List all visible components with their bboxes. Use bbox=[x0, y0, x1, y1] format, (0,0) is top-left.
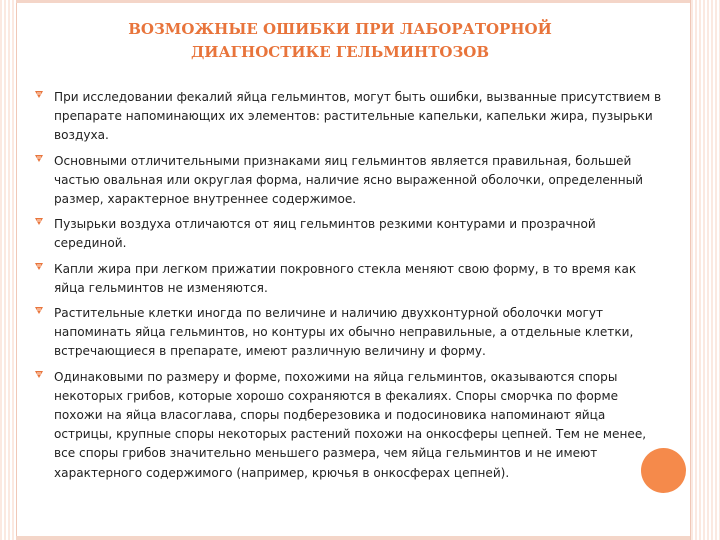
bottom-border bbox=[16, 536, 690, 540]
bullet-marker-icon bbox=[35, 371, 43, 378]
slide-title bbox=[40, 18, 640, 64]
bullet-item bbox=[32, 152, 664, 210]
bullet-item bbox=[32, 304, 664, 362]
slide-title-line-1: ВОЗМОЖНЫЕ ОШИБКИ ПРИ ЛАБОРАТОРНОЙ bbox=[128, 20, 552, 38]
bullet-marker-icon bbox=[35, 263, 43, 270]
decorative-circle bbox=[641, 448, 686, 493]
bullet-text: Одинаковыми по размеру и форме, похожими на яйца гельминтов, оказываются споры некоторых грибов, которые хорошо сохраняются в фекалиях. Споры сморчка по форме похожи на яйца власоглава, споры подберезовика и подосиновика напоминают яйца острицы, крупные споры некоторых растений похожи на онкосферы цепней. Тем не менее, все споры грибов значительно меньшего размера, чем яйца гельминтов и не имеют характерного содержимого (например, крючья в онкосферах цепней). bbox=[54, 369, 647, 480]
bullet-marker-icon bbox=[35, 91, 43, 98]
bullet-list bbox=[32, 88, 664, 489]
left-frame-border bbox=[0, 0, 17, 540]
bullet-item bbox=[32, 260, 664, 298]
bullet-item bbox=[32, 215, 664, 253]
slide-title-line-2: ДИАГНОСТИКЕ ГЕЛЬМИНТОЗОВ bbox=[190, 43, 490, 61]
bullet-text: Капли жира при легком прижатии покровного стекла меняют свою форму, в то время как яйца гельминтов не изменяются. bbox=[54, 261, 637, 295]
bullet-marker-icon bbox=[35, 155, 43, 162]
bullet-text: При исследовании фекалий яйца гельминтов, могут быть ошибки, вызванные присутствием в препарате напоминающих их элементов: растительные капельки, капельки жира, пузырьки воздуха. bbox=[54, 90, 662, 143]
top-border bbox=[16, 0, 690, 3]
right-frame-border bbox=[690, 0, 720, 540]
bullet-item bbox=[32, 88, 664, 146]
bullet-text: Растительные клетки иногда по величине и наличию двухконтурной оболочки могут напоминать яйца гельминтов, но контуры их обычно неправильные, а отдельные клетки, встречающиеся в препарате, имеют различную величину и форму. bbox=[54, 306, 634, 359]
bullet-text: Основными отличительными признаками яиц гельминтов является правильная, большей частью овальная или округлая форма, наличие ясно выраженной оболочки, определенный размер, характерное внутреннее содержимое. bbox=[54, 153, 644, 207]
bullet-marker-icon bbox=[35, 307, 43, 314]
bullet-marker-icon bbox=[35, 218, 43, 225]
bullet-item bbox=[32, 368, 664, 483]
bullet-text: Пузырьки воздуха отличаются от яиц гельминтов резкими контурами и прозрачной серединой. bbox=[54, 217, 596, 251]
